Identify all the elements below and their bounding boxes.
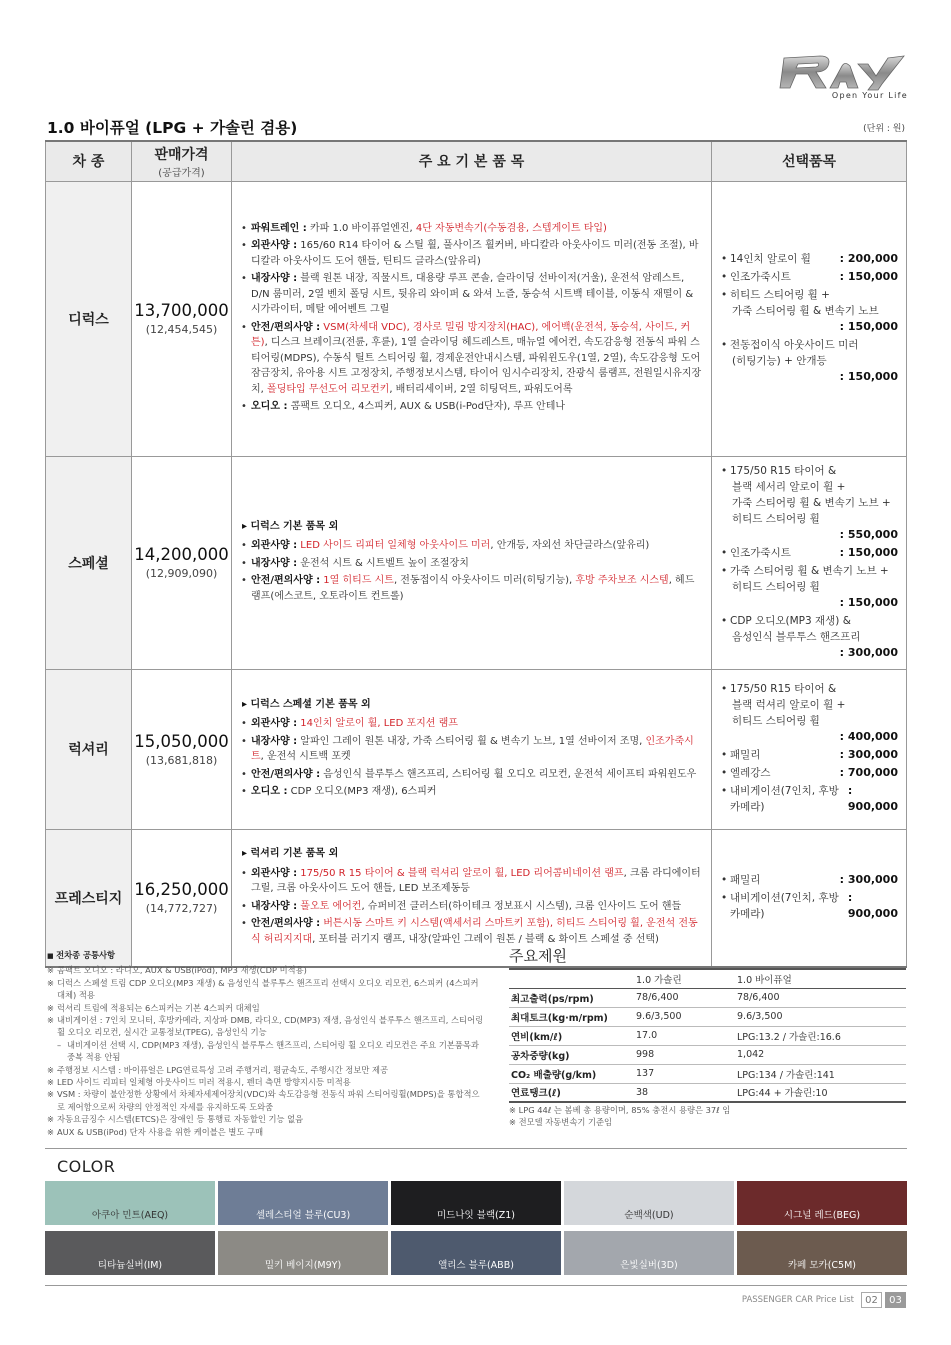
spec-label: CO₂ 배출량(g/km) xyxy=(509,1064,634,1083)
feature-new-text: LED 사이드 리피터 일체형 아웃사이드 미러 xyxy=(297,540,491,552)
trim-price: 13,700,000 xyxy=(134,301,229,320)
spec-label: 공차중량(kg) xyxy=(509,1045,634,1064)
trim-options xyxy=(712,456,907,669)
feature-label: 내장사양 : xyxy=(251,735,298,747)
spec-value: 998 xyxy=(634,1045,735,1064)
feature-new-text: 후방 주차보조 시스템 xyxy=(575,575,669,587)
spec-row xyxy=(509,1083,906,1102)
feature-text: 알파인 그레이 원톤 내장, 가죽 스티어링 휠 & 변속기 노브, 1열 선바이저 조명, xyxy=(297,735,646,747)
spec-value: 78/6,400 xyxy=(735,988,906,1007)
spec-column-header: 1.0 바이퓨얼 xyxy=(735,969,906,988)
color-name: 밀키 베이지(M9Y) xyxy=(264,1260,342,1271)
trim-price-cell xyxy=(132,669,232,829)
note-item: – 내비게이션 선택 시, CDP(MP3 재생), 음성인식 블루투스 핸즈프리, 스티어링 휠 오디오 리모컨은 주요 기본품목과 중복 적용 안됨 xyxy=(47,1039,487,1064)
color-swatch xyxy=(45,1181,215,1225)
feature-item xyxy=(240,221,703,237)
spec-row xyxy=(509,1007,906,1026)
option-name: • 내비게이션(7인치, 후방카메라) xyxy=(730,785,839,813)
spec-note: ※ 전모델 자동변속기 기준임 xyxy=(509,1117,613,1128)
feature-new-text: 풀오토 에어컨 xyxy=(297,900,362,912)
color-title: COLOR xyxy=(57,1157,116,1176)
feature-label: 오디오 : xyxy=(251,401,288,412)
option-name: 블랙 럭셔리 알로이 휠 + xyxy=(732,699,846,711)
feature-item xyxy=(240,271,703,318)
feature-item xyxy=(240,916,703,947)
spec-value: 1,042 xyxy=(735,1045,906,1064)
option-item xyxy=(720,681,898,745)
ray-logo-mark xyxy=(778,50,908,92)
color-name: 시그널 레드(BEG) xyxy=(783,1210,861,1221)
option-row xyxy=(730,890,898,922)
color-swatch xyxy=(218,1181,388,1225)
spec-table xyxy=(509,968,906,1103)
color-swatch xyxy=(564,1231,734,1275)
trim-options xyxy=(712,181,907,456)
trim-options xyxy=(712,669,907,829)
option-price: : 900,000 xyxy=(847,890,898,920)
feature-text: 카파 1.0 바이퓨얼엔진, xyxy=(306,222,416,234)
note-item: ※ 럭셔리 트림에 적용되는 6스피커는 기본 4스피커 대체임 xyxy=(47,1002,487,1014)
notes-title: ■ 전차종 공통사항 xyxy=(47,949,487,962)
option-item xyxy=(720,890,898,922)
common-notes xyxy=(47,949,487,1138)
option-price: : 700,000 xyxy=(839,766,898,779)
option-name: • CDP 오디오(MP3 재생) & xyxy=(730,614,851,627)
footer xyxy=(742,1292,906,1308)
color-name: 아쿠아 민트(AEQ) xyxy=(91,1210,169,1221)
spec-value: 9.6/3,500 xyxy=(735,1007,906,1026)
option-name: • 패밀리 xyxy=(730,873,761,886)
feature-label: 안전/편의사양 : xyxy=(251,918,321,930)
option-price: : 200,000 xyxy=(839,251,898,265)
spec-label: 연료탱크(ℓ) xyxy=(509,1083,634,1102)
color-name: 카페 모카(C5M) xyxy=(787,1260,856,1271)
option-name: 블랙 세서리 알로이 휠 + xyxy=(732,480,846,493)
color-name: 순백색(UD) xyxy=(624,1210,674,1221)
feature-label: 외관사양 : xyxy=(251,240,298,251)
feature-item xyxy=(240,899,703,915)
option-row xyxy=(730,545,898,561)
option-price: : 150,000 xyxy=(839,595,898,609)
option-price: : 900,000 xyxy=(847,784,898,813)
spec-value: 137 xyxy=(634,1064,735,1083)
spec-column-header: 1.0 가솔린 xyxy=(634,969,735,988)
spec-value: LPG:13.2 / 가솔린:16.6 xyxy=(735,1026,906,1045)
feature-label: 내장사양 : xyxy=(251,273,298,284)
color-swatch xyxy=(564,1181,734,1225)
spec-value: LPG:134 / 가솔린:141 xyxy=(735,1064,906,1083)
feature-text: , 슈퍼비전 클러스터(하이테크 정보표시 시스템), 크롬 인사이드 도어 핸들 xyxy=(361,900,682,912)
feature-item xyxy=(240,399,703,415)
note-item: ※ AUX & USB(iPod) 단자 사용을 위한 케이블은 별도 구매 xyxy=(47,1126,487,1138)
note-item: ※ 주행정보 시스템 : 바이퓨얼은 LPG연료특성 고려 주행거리, 평균속도, 주행시간 정보만 제공 xyxy=(47,1064,487,1076)
trim-row xyxy=(46,829,907,967)
spec-value: 9.6/3,500 xyxy=(634,1007,735,1026)
trim-supply-price: (14,772,727) xyxy=(145,902,218,916)
trim-price: 15,050,000 xyxy=(134,731,229,751)
spec-row xyxy=(509,1026,906,1045)
option-name: • 175/50 R15 타이어 & xyxy=(730,464,837,477)
feature-label: 외관사양 : xyxy=(251,718,298,729)
feature-text: , 운전석 시트백 포켓 xyxy=(260,751,351,762)
trim-name: 디럭스 xyxy=(46,181,132,456)
feature-text: 음성인식 블루투스 핸즈프리, 스티어링 휠 오디오 리모컨, 운전석 세이프티 파워윈도우 xyxy=(320,768,697,780)
option-name: • 14인치 알로이 휠 xyxy=(730,252,811,265)
trim-supply-price: (13,681,818) xyxy=(145,753,218,767)
feature-text: , 배터리세이버, 2열 히팅덕트, 파워도어록 xyxy=(389,383,573,395)
spec-title: 주요제원 xyxy=(509,947,567,965)
trim-features xyxy=(232,456,712,669)
option-name: 히티드 스티어링 휠 xyxy=(732,580,820,593)
option-price: : 150,000 xyxy=(839,369,898,383)
feature-text: , 헤드램프(에스코트, 오토라이트 컨트롤) xyxy=(251,575,695,602)
note-item: ※ 콤팩트 오디오 : 라디오, AUX & USB(iPod), MP3 재생(CDP 미적용) xyxy=(47,964,487,976)
notes-list xyxy=(47,964,487,1138)
feature-new-text: 버튼시동 스마트 키 시스템(액세서리 스마트키 포함), 히티드 스티어링 휠, 운전석 전동식 허리지지대 xyxy=(251,918,698,945)
color-swatch xyxy=(218,1231,388,1275)
feature-item xyxy=(240,716,703,732)
feature-item xyxy=(240,573,703,604)
color-swatches xyxy=(45,1181,907,1275)
spec-row xyxy=(509,1064,906,1083)
color-swatch xyxy=(391,1181,561,1225)
option-name: (히팅기능) + 안개등 xyxy=(732,354,827,367)
color-swatch xyxy=(45,1231,215,1275)
option-row xyxy=(730,747,898,763)
trim-supply-price: (12,454,545) xyxy=(145,323,218,336)
feature-item xyxy=(240,866,703,897)
feature-label: 오디오 : xyxy=(251,786,288,797)
brand-tagline: Open Your Life xyxy=(831,91,908,100)
feature-new-text: 인조가죽시트 xyxy=(251,735,694,762)
feature-new-text: 4단 자동변속기(수동겸용, 스텝게이트 타입) xyxy=(415,222,607,234)
option-price: : 550,000 xyxy=(839,527,898,541)
feature-label: 파워트레인 : xyxy=(251,222,307,234)
spec-label: 최고출력(ps/rpm) xyxy=(509,988,634,1007)
page-number-active: 03 xyxy=(885,1292,906,1308)
note-item: ※ 내비게이션 : 7인치 모니터, 후방카메라, 지상파 DMB, 라디오, CD(MP3) 재생, 음성인식 블루투스 핸즈프리, 스티어링휠 오디오 리모컨, 실시간 교통정보(TPEG), 음성인식 기능 xyxy=(47,1014,487,1039)
option-name: 히티드 스티어링 휠 xyxy=(732,715,820,727)
option-name: • 가죽 스티어링 휠 & 변속기 노브 + xyxy=(730,564,889,577)
feature-label: 내장사양 : xyxy=(251,900,298,912)
option-price: : 150,000 xyxy=(839,545,898,559)
trim-row xyxy=(46,456,907,669)
trim-options xyxy=(712,829,907,967)
feature-item xyxy=(240,556,703,572)
option-row xyxy=(730,783,898,815)
color-name: 앨리스 블루(ABB) xyxy=(438,1260,514,1271)
feature-new-text: 175/50 R 15 타이어 & 블랙 럭셔리 알로이 휠, LED 리어콤비네이션 램프 xyxy=(297,867,624,879)
trim-rows xyxy=(46,181,907,967)
color-name: 셀레스티얼 블루(CU3) xyxy=(255,1210,351,1221)
note-item: ※ 자동요금징수 시스템(ETCS)은 장애인 등 통행료 자동할인 기능 없음 xyxy=(47,1113,487,1125)
feature-text: 블랙 원톤 내장, 직물시트, 대용량 루프 콘솔, 슬라이딩 선바이저(거울), 운전석 암레스트, D/N 룸미러, 2열 벤치 폴딩 시트, 뒷유리 와이퍼 & 와셔 노즐, 동승석 시트백 테이블, 이동식 재떨이 & 시가라이터, 메탈 에어벤트 그릴 xyxy=(251,273,694,315)
footer-divider xyxy=(45,1285,907,1286)
unit-label: (단위 : 원) xyxy=(863,124,905,134)
spec-label: 최대토크(kg·m/rpm) xyxy=(509,1007,634,1026)
trim-row xyxy=(46,669,907,829)
trim-features xyxy=(232,181,712,456)
feature-text: , 디스크 브레이크(전륜, 후륜), 1열 슬라이딩 헤드레스트, 매뉴얼 에어컨, 속도감응형 전동식 파워 스티어링(MDPS), 수동식 틸트 스티어링 휠, 경제운전안내시스템, 파워윈도우(1열, 2열), 속도감응형 도어잠금장치, 유아용 시트 고정장치, 주행정보시스템, 타이어 임시수리장치, 잔광식 룸램프, 전원일시유지장치, xyxy=(251,337,702,395)
feature-text: , 크롬 라디에이터 그릴, 크롬 아웃사이드 도어 핸들, LED 보조제동등 xyxy=(251,867,701,895)
feature-item xyxy=(240,320,703,398)
option-name: • 패밀리 xyxy=(730,749,761,761)
feature-label: 안전/편의사양 : xyxy=(251,768,321,780)
feature-text: 165/60 R14 타이어 & 스틸 휠, 풀사이즈 휠커버, 바디칼라 아웃사이드 미러(전동 조절), 바디칼라 아웃사이드 도어 핸들, 틴티드 글라스(앞유리) xyxy=(251,240,699,267)
header-price-label: 판매가격 xyxy=(154,146,209,163)
option-name: 음성인식 블루투스 핸즈프리 xyxy=(732,630,861,643)
spec-label: 연비(km/ℓ) xyxy=(509,1026,634,1045)
trim-price-cell xyxy=(132,456,232,669)
price-table xyxy=(45,140,907,968)
spec-row xyxy=(509,1045,906,1064)
option-name: 히티드 스티어링 휠 xyxy=(732,512,820,525)
feature-item xyxy=(240,784,703,800)
trim-name: 스페셜 xyxy=(46,456,132,669)
page-title: 1.0 바이퓨얼 (LPG + 가솔린 겸용) xyxy=(47,119,298,137)
color-swatch xyxy=(391,1231,561,1275)
feature-label: 외관사양 : xyxy=(251,540,298,552)
feature-label: 안전/편의사양 : xyxy=(251,575,321,587)
trim-price: 16,250,000 xyxy=(134,880,229,900)
spec-value: 38 xyxy=(634,1083,735,1102)
trim-price: 14,200,000 xyxy=(134,545,229,564)
header-price-sub: (공급가격) xyxy=(158,167,205,179)
color-name: 미드나잇 블랙(Z1) xyxy=(436,1210,516,1221)
spec-header-row xyxy=(509,969,906,988)
option-name: 가죽 스티어링 휠 & 변속기 노브 xyxy=(732,304,879,317)
spec-value: 78/6,400 xyxy=(634,988,735,1007)
spec-value: 17.0 xyxy=(634,1026,735,1045)
note-item: ※ LED 사이드 리피터 일체형 아웃사이드 미러 적용시, 펜더 측면 방향지시등 미적용 xyxy=(47,1076,487,1088)
option-item xyxy=(720,613,898,661)
option-item xyxy=(720,269,898,285)
option-name: • 엘레강스 xyxy=(730,767,771,779)
option-item xyxy=(720,337,898,385)
option-item xyxy=(720,747,898,763)
option-item xyxy=(720,783,898,815)
option-price: : 400,000 xyxy=(839,730,898,743)
ray-logo xyxy=(778,50,908,106)
option-name: • 인조가죽시트 xyxy=(730,270,791,283)
feature-new-text: VSM(차세대 VDC), 경사로 밀림 방지장치(HAC), 에어백(운전석, 동승석, 사이드, 커튼) xyxy=(251,321,691,348)
feature-label: 내장사양 : xyxy=(251,557,298,569)
feature-label: 안전/편의사양 : xyxy=(251,321,321,333)
trim-price-cell xyxy=(132,181,232,456)
feature-text: CDP 오디오(MP3 재생), 6스피커 xyxy=(287,786,437,797)
feature-text: , 전동접이식 아웃사이드 미러(히팅기능), xyxy=(393,575,576,587)
feature-new-text: 1열 히티드 시트 xyxy=(320,575,394,587)
trim-features xyxy=(232,669,712,829)
feature-text: 운전석 시트 & 시트벨트 높이 조절장치 xyxy=(297,557,469,569)
features-base-note: ▸ 디럭스 기본 품목 외 xyxy=(242,520,339,532)
option-item xyxy=(720,563,898,611)
features-base-note: ▸ 디럭스 스페셜 기본 품목 외 xyxy=(242,698,371,710)
feature-item xyxy=(240,767,703,783)
note-item: ※ VSM : 차량이 불안정한 상황에서 차체자세제어장치(VDC)와 속도감응형 전동식 파워 스티어링휠(MDPS)을 통합적으로 제어함으로써 차량의 안정적인 자세를 유지하도록 도와줌 xyxy=(47,1088,487,1113)
trim-row xyxy=(46,181,907,456)
option-price: : 150,000 xyxy=(839,319,898,333)
option-row xyxy=(730,251,898,267)
trim-price-cell xyxy=(132,829,232,967)
option-price: : 300,000 xyxy=(839,872,898,886)
feature-text: , 포터블 러기지 램프, 내장(알파인 그레이 원톤 / 블랙 & 화이트 스페셜 중 선택) xyxy=(312,933,659,945)
option-item xyxy=(720,251,898,267)
feature-item xyxy=(240,538,703,554)
page-number: 02 xyxy=(861,1292,882,1308)
feature-new-text: 폴딩타입 무선도어 리모컨키 xyxy=(267,383,390,395)
color-name: 은빛실버(3D) xyxy=(620,1260,678,1271)
spec-body xyxy=(509,988,906,1102)
option-name: • 전동접이식 아웃사이드 미러 xyxy=(730,338,859,351)
option-item xyxy=(720,463,898,543)
feature-item xyxy=(240,734,703,765)
feature-text: 콤팩트 오디오, 4스피커, AUX & USB(i-Pod단자), 루프 안테나 xyxy=(287,401,566,412)
footer-label: PASSENGER CAR Price List xyxy=(741,1295,854,1305)
feature-item xyxy=(240,238,703,269)
color-swatch xyxy=(737,1231,907,1275)
trim-supply-price: (12,909,090) xyxy=(145,567,218,580)
option-name: • 175/50 R15 타이어 & xyxy=(730,683,837,695)
color-name: 티타늄실버(IM) xyxy=(97,1260,163,1271)
note-item: ※ 디럭스 스페셜 트림 CDP 오디오(MP3 재생) & 음성인식 블루투스 핸즈프리 선택시 오디오 리모컨, 6스피커 (4스피커 대체) 적용 xyxy=(47,977,487,1002)
option-item xyxy=(720,287,898,335)
option-item xyxy=(720,872,898,888)
features-base-note: ▸ 럭셔리 기본 품목 외 xyxy=(242,848,339,860)
header-options: 선택품목 xyxy=(712,141,907,181)
header-price xyxy=(132,141,232,181)
option-row xyxy=(730,872,898,888)
header-features: 주 요 기 본 품 목 xyxy=(232,141,712,181)
option-price: : 150,000 xyxy=(839,269,898,283)
spec-notes xyxy=(509,1104,730,1129)
trim-features xyxy=(232,829,712,967)
trim-name: 럭셔리 xyxy=(46,669,132,829)
spec-column-header xyxy=(509,969,634,988)
option-row xyxy=(730,765,898,781)
spec-value: LPG:44 + 가솔린:10 xyxy=(735,1083,906,1102)
option-item xyxy=(720,545,898,561)
header-model: 차 종 xyxy=(46,141,132,181)
trim-name: 프레스티지 xyxy=(46,829,132,967)
option-name: • 인조가죽시트 xyxy=(730,546,791,559)
feature-label: 외관사양 : xyxy=(251,867,298,879)
option-price: : 300,000 xyxy=(839,748,898,761)
option-row xyxy=(730,269,898,285)
color-swatch xyxy=(737,1181,907,1225)
option-name: • 내비게이션(7인치, 후방카메라) xyxy=(730,891,839,920)
option-name: • 히티드 스티어링 휠 + xyxy=(730,288,830,301)
option-name: 가죽 스티어링 휠 & 변속기 노브 + xyxy=(732,496,891,509)
feature-text: , 안개등, 자외선 차단글라스(앞유리) xyxy=(490,540,650,552)
spec-row xyxy=(509,988,906,1007)
option-item xyxy=(720,765,898,781)
feature-new-text: 14인치 알로이 휠, LED 포지션 램프 xyxy=(297,718,458,729)
option-price: : 300,000 xyxy=(839,645,898,659)
divider xyxy=(45,1148,907,1149)
spec-note: ※ LPG 44ℓ 는 봄베 총 용량이며, 85% 충전시 용량은 37ℓ 임 xyxy=(509,1105,731,1115)
